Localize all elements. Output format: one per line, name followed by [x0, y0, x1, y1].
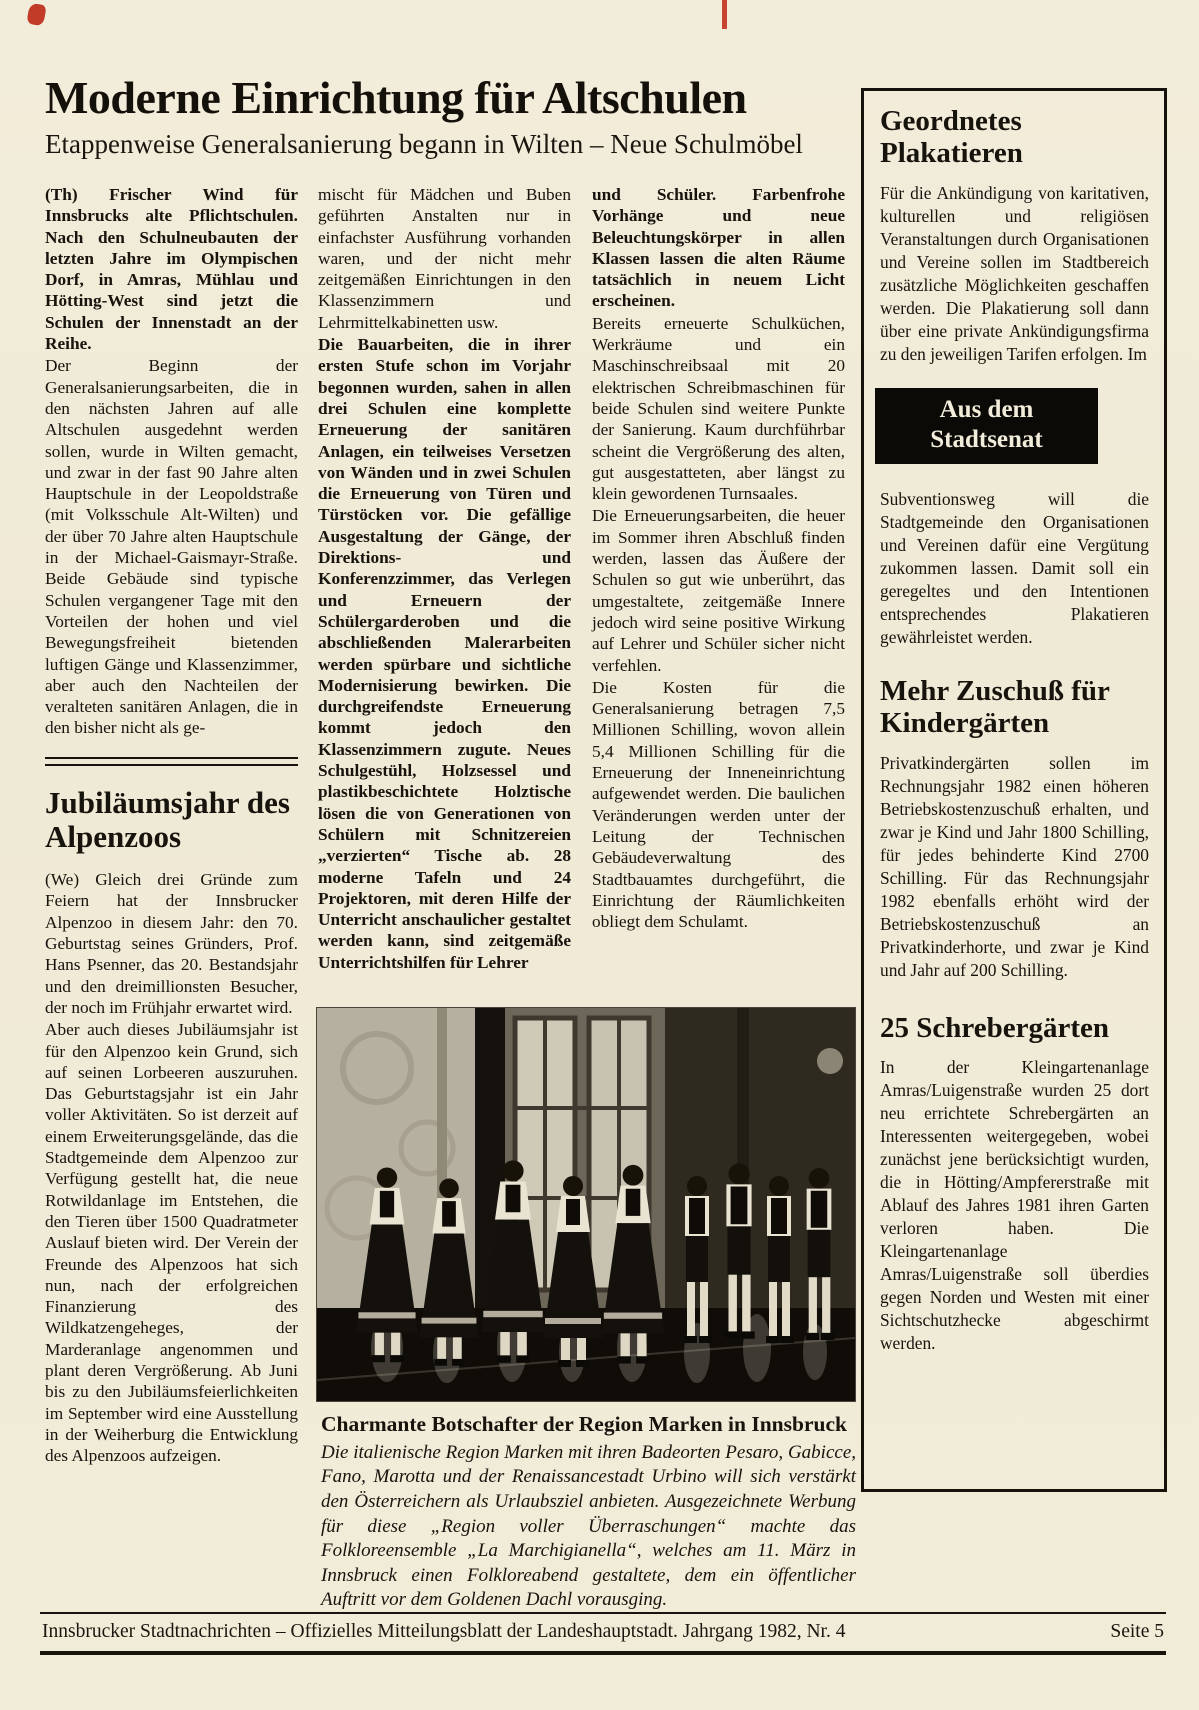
print-registration-mark: [26, 3, 46, 27]
text-column-3: [592, 184, 845, 933]
stadtsenat-banner: [875, 388, 1098, 464]
zoo-article-headline: Jubiläumsjahr des Alpenzoos: [45, 784, 290, 855]
footer-page-number: Seite 5: [1110, 1621, 1164, 1642]
folk-dancers-photo-illustration: [317, 1008, 855, 1401]
zoo-article-paragraph: (We) Gleich drei Gründe zum Feiern hat der Innsbrucker Alpenzoo in diesem Jahr: den 70. Geburtstag seines Gründers, Prof. Hans Psenner, das 20. Bestandsjahr und den dreimillionsten Besucher, der noch im Frühjahr erwartet wird.: [45, 870, 298, 1017]
footer-publication-info: Innsbrucker Stadtnachrichten – Offizielles Mitteilungsblatt der Landeshauptstadt. Jahrgang 1982, Nr. 4: [42, 1621, 846, 1642]
sidebar-headline-kindergaerten: Mehr Zuschuß für Kindergärten: [880, 674, 1110, 740]
folk-dancers-photo: [317, 1008, 855, 1401]
article-paragraph-bold: und Schüler. Farbenfrohe Vorhänge und neue Beleuchtungskörper in allen Klassen lassen die alten Räume tatsächlich in neuem Licht erscheinen.: [592, 185, 845, 311]
article-paragraph: Der Beginn der Generalsanierungsarbeiten, die in den nächsten Jahren auf alle Altschulen ausgedehnt werden sollen, wurde in Wilten gemacht, und zwar in der fast 90 Jahre alten Hauptschule in der Leopoldstraße (mit Volksschule Alt-Wilten) und der über 70 Jahre alten Hauptschule in der Michael-Gaismayr-Straße. Beide Gebäude sind typische Schulen vergangener Tage mit den Vorteilen der hohen und viel Bewegungsfreiheit bietenden luftigen Gänge und Klassenzimmer, aber auch den Nachteilen der veralteten sanitären Anlagen, die in den bisher nicht als ge-: [45, 356, 298, 738]
sidebar-headline-schrebergaerten: 25 Schrebergärten: [880, 1011, 1109, 1044]
article-subheadline: Etappenweise Generalsanierung begann in Wilten – Neue Schulmöbel: [45, 128, 803, 159]
photo-caption: [321, 1412, 856, 1613]
article-lead-paragraph: (Th) Frischer Wind für Innsbrucks alte Pflichtschulen. Nach den Schulneubauten der letzten Jahre im Olympischen Dorf, in Amras, Mühlau und Hötting-West sind jetzt die Schulen der Innenstadt an der Reihe.: [45, 185, 298, 354]
page-footer: [40, 1612, 1166, 1655]
article-paragraph: mischt für Mädchen und Buben geführten Anstalten nur in einfachster Ausführung vorhanden waren, und der nicht mehr zeitgemäßen Einrichtungen in den Klassenzimmern und Lehrmittelkabinetten usw.: [318, 185, 571, 332]
sidebar-box: [861, 88, 1167, 1492]
article-paragraph: Die Kosten für die Generalsanierung betragen 7,5 Millionen Schilling, wovon allein 5,4 Millionen Schilling für die Erneuerung der Inneneinrichtung aufgewendet werden. Die baulichen Veränderungen werden unter der Leitung der Technischen Gebäudeverwaltung des Stadtbauamtes durchgeführt, die Einrichtung der Räumlichkeiten obliegt dem Schulamt.: [592, 677, 845, 932]
sidebar-paragraph: Privatkindergärten sollen im Rechnungsjahr 1982 einen höheren Betriebskostenzuschuß erhalten, und zwar je Kind und Jahr 1800 Schilling, für jedes behinderte Kind 2700 Schilling. Für das Rechnungsjahr 1982 ebenfalls erhöht wird der Betriebskostenzuschuß an Privatkinderhorte, und zwar je Kind und Jahr auf 200 Schilling.: [880, 752, 1149, 980]
sidebar-headline-plakatieren: Geordnetes Plakatieren: [880, 105, 1023, 170]
article-paragraph: Bereits erneuerte Schulküchen, Werkräume und ein Maschinschreibsaal mit 20 elektrischen Schreibmaschinen für beide Schulen sind weitere Punkte der Sanierung. Kaum durchführbar scheint die Vergrößerung des alten, gut ausgestatteten, aber längst zu klein gewordenen Turnsaales.: [592, 313, 845, 504]
stadtsenat-banner-line1: Aus dem: [939, 395, 1034, 423]
article-paragraph-bold: Die Bauarbeiten, die in ihrer ersten Stufe schon im Vorjahr begonnen wurden, sahen in allen drei Schulen eine komplette Erneuerung der sanitären Anlagen, ein teilweises Versetzen von Wänden und in zwei Schulen die Erneuerung von Türen und Türstöcken vor. Die gefällige Ausgestaltung der Gänge, der Direktions- und Konferenzzimmer, das Verlegen und Erneuern der Schülergarderoben und die abschließenden Malerarbeiten werden spürbare und sichtliche Modernisierung bewirken. Die durchgreifendste Erneuerung kommt jedoch den Klassenzimmern zugute. Neues Schulgestühl, Holzsessel und plastikbeschichtete Holztische lösen die von Generationen von Schülern mit Schnitzereien „verzierten“ Tische ab. 28 moderne Tafeln und 24 Projektoren, mit deren Hilfe der Unterricht anschaulicher gestaltet werden kann, sind zeitgemäße Unterrichtshilfen für Lehrer: [318, 335, 571, 972]
sidebar-paragraph: In der Kleingartenanlage Amras/Luigenstraße wurden 25 dort neu errichtete Schrebergärten an Interessenten weitergegeben, wobei zunächst jene berücksichtigt wurden, die in Hötting/Ampfererstraße mit Ablauf des Jahres 1981 ihren Garten verloren haben. Die Kleingartenanlage Amras/Luigenstraße soll überdies gegen Norden und Westen mit einer Sichtschutzhecke abgeschirmt werden.: [880, 1057, 1149, 1354]
article-headline: Moderne Einrichtung für Altschulen: [45, 72, 747, 123]
text-column-1: [45, 184, 298, 1467]
text-column-2: [318, 184, 571, 974]
stadtsenat-banner-line2: Stadtsenat: [930, 425, 1043, 453]
print-registration-mark: [722, 0, 727, 29]
article-masthead: [45, 74, 843, 160]
section-divider-rule: [45, 757, 298, 766]
sidebar-paragraph: Subventionsweg will die Stadtgemeinde den Organisationen und Vereinen dafür eine Vergütung zukommen lassen. Damit soll ein geregeltes und den Intentionen entsprechendes Plakatieren gewährleistet werden.: [880, 488, 1149, 647]
sidebar-paragraph: Für die Ankündigung von karitativen, kulturellen und religiösen Veranstaltungen durch Organisationen und Vereine sollen im Stadtbereich zusätzliche Möglichkeiten geschaffen werden. Die Plakatierung soll dann über eine private Ankündigungsfirma zu den jeweiligen Tarifen erfolgen. Im: [880, 182, 1149, 364]
zoo-article-paragraph: Aber auch dieses Jubiläumsjahr ist für den Alpenzoo kein Grund, sich auf seinen Lorbeeren auszuruhen. Das Geburtstagsjahr ist ein Jahr voller Aktivitäten. So ist derzeit auf einem Erweiterungsgelände, das die Stadtgemeinde dem Alpenzoo zur Verfügung gestellt hat, die neue Rotwildanlage im Entstehen, die den Tieren über 1500 Quadratmeter Auslauf bieten wird. Der Verein der Freunde des Alpenzoos hat sich nun, nach der erfolgreichen Finanzierung des Wildkatzengeheges, der Marderanlage angenommen und plant deren Vergrößerung. Ab Juni bis zu den Jubiläumsfeierlichkeiten im September wird eine Ausstellung in der Weiherburg die Entwicklung des Alpenzoos aufzeigen.: [45, 1020, 298, 1466]
article-paragraph: Die Erneuerungsarbeiten, die heuer im Sommer ihren Abschluß finden werden, lassen das Äußere der Schulen so gut wie unberührt, das umgestaltete, zeitgemäße Innere jedoch wird seine positive Wirkung auf Lehrer und Schüler sicher nicht verfehlen.: [592, 506, 845, 675]
photo-caption-text: Die italienische Region Marken mit ihren Badeorten Pesaro, Gabicce, Fano, Marotta und der Renaissancestadt Urbino will sich verstärkt den Österreichern als Urlaubsziel anbieten. Ausgezeichnete Werbung für diese „Region voller Überraschungen“ machte das Folkloreensemble „La Marchigianella“, welches am 11. März in Innsbruck einen Folkloreabend gestaltete, dem ein öffentlicher Auftritt vor dem Goldenen Dachl vorausging.: [321, 1441, 856, 1611]
photo-caption-title: Charmante Botschafter der Region Marken in Innsbruck: [321, 1412, 847, 1436]
